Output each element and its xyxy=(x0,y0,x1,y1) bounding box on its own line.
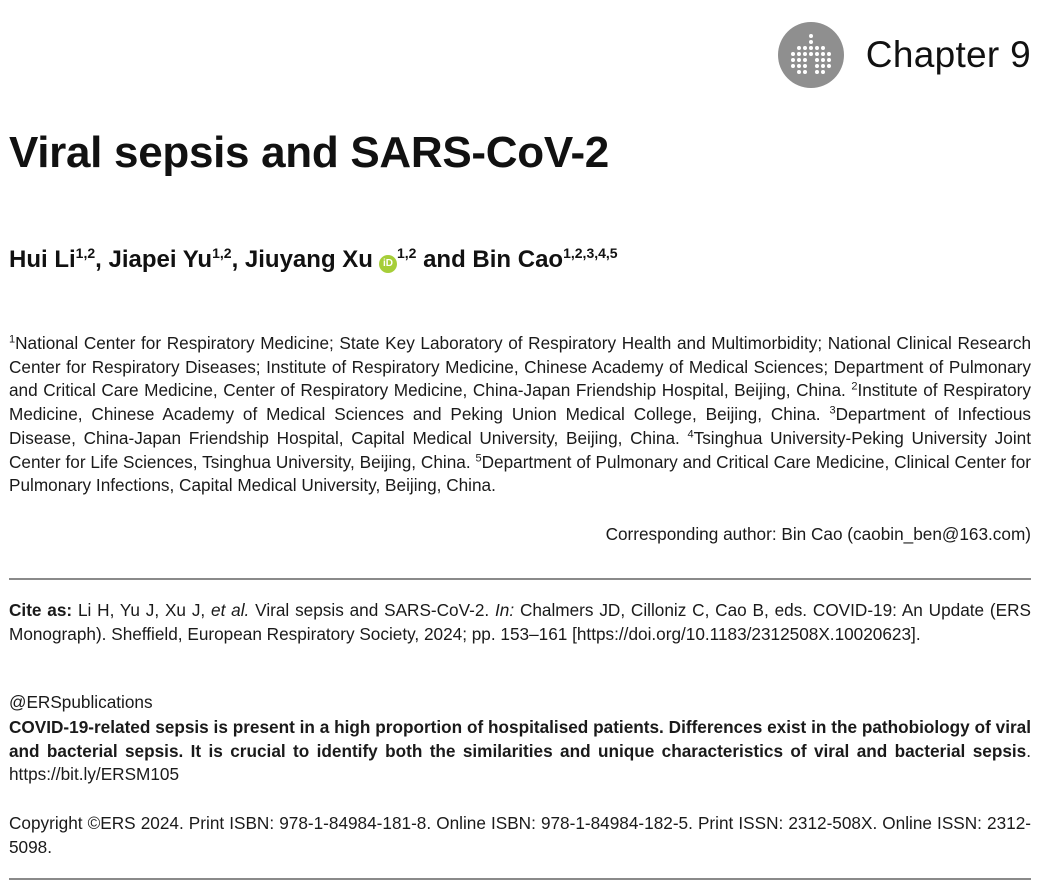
chapter-label: Chapter 9 xyxy=(865,34,1031,75)
chapter-title: Viral sepsis and SARS-CoV-2 xyxy=(9,128,609,177)
cite-etal: et al. xyxy=(211,600,250,620)
cite-source[interactable]: Chalmers JD, Cilloniz C, Cao B, eds. COVID-19: An Update (ERS Monograph). Sheffield, European Respiratory Society, 2024; pp. 153–161 [https://doi.org/10.1183/2312508X.10020623]. xyxy=(9,600,1031,644)
lungs-dot-icon xyxy=(778,22,844,88)
cite-title: Viral sepsis and SARS-CoV-2. xyxy=(249,600,496,620)
affiliation-text: National Center for Respiratory Medicine; State Key Laboratory of Respiratory Health and Multimorbidity; National Clinical Research Center for Respiratory Diseases; Institute of Respiratory Medicine, Chinese Academy of Medical Sciences; Department of Pulmonary and Critical Care Medicine, Center of Respiratory Medicine, China-Japan Friendship Hospital, Beijing, China. xyxy=(9,333,1031,401)
affiliation-text: Tsinghua University-Peking University Joint Center for Life Sciences, Tsinghua University, Beijing, China. xyxy=(9,427,1031,472)
author-separator: and xyxy=(416,246,473,273)
author-name: Jiuyang Xu xyxy=(244,246,373,273)
chapter-first-page xyxy=(9,0,1031,890)
author-separator: , xyxy=(231,246,245,273)
twitter-handle[interactable]: @ERSpublications xyxy=(9,692,153,712)
orcid-icon[interactable]: iD xyxy=(379,255,397,273)
divider-top xyxy=(9,578,1031,580)
divider-bottom xyxy=(9,878,1031,880)
author-separator: , xyxy=(95,246,109,273)
summary-link[interactable]: . https://bit.ly/ERSM105 xyxy=(9,740,1031,785)
chapter-header xyxy=(778,22,1031,88)
affiliation-number: 4 xyxy=(687,428,694,441)
author-affiliation-sup: 1,2 xyxy=(396,245,417,261)
author-name: Jiapei Yu xyxy=(108,246,213,273)
copyright-notice: Copyright ©ERS 2024. Print ISBN: 978-1-84984-181-8. Online ISBN: 978-1-84984-182-5. Print ISSN: 2312-508X. Online ISSN: 2312-5098. xyxy=(9,813,1031,857)
author-list xyxy=(9,246,618,274)
affiliation-number: 5 xyxy=(475,451,482,464)
author-affiliation-sup: 1,2,3,4,5 xyxy=(563,245,618,261)
affiliation-text: Institute of Respiratory Medicine, Chinese Academy of Medical Sciences and Peking Union Medical College, Beijing, China. xyxy=(9,380,1031,425)
affiliation-text: Department of Pulmonary and Critical Care Medicine, Clinical Center for Pulmonary Infections, Capital Medical University, Beijing, China. xyxy=(9,451,1031,496)
citation xyxy=(9,599,1031,646)
corresponding-author: Corresponding author: Bin Cao (caobin_ben@163.com) xyxy=(605,524,1031,544)
tweetable-summary xyxy=(9,716,1031,787)
cite-label: Cite as: xyxy=(9,600,73,620)
author-name: Bin Cao xyxy=(472,246,564,273)
affiliation-number: 3 xyxy=(829,404,836,417)
cite-in: In: xyxy=(495,600,515,620)
cite-authors: Li H, Yu J, Xu J, xyxy=(72,600,212,620)
author-affiliation-sup: 1,2 xyxy=(212,245,232,261)
lungs-dot-graphic xyxy=(786,32,836,78)
author-name: Hui Li xyxy=(9,246,76,273)
affiliation-text: Department of Infectious Disease, China-Japan Friendship Hospital, Capital Medical University, Beijing, China. xyxy=(9,404,1032,448)
affiliation-number: 2 xyxy=(851,380,858,393)
affiliation-number: 1 xyxy=(9,333,16,346)
affiliations xyxy=(9,332,1031,498)
summary-text: COVID-19-related sepsis is present in a high proportion of hospitalised patients. Differences exist in the pathobiology of viral and bacterial sepsis. It is crucial to identify both the similarities and unique characteristics of viral and bacterial sepsis xyxy=(9,717,1031,761)
author-affiliation-sup: 1,2 xyxy=(75,245,96,261)
